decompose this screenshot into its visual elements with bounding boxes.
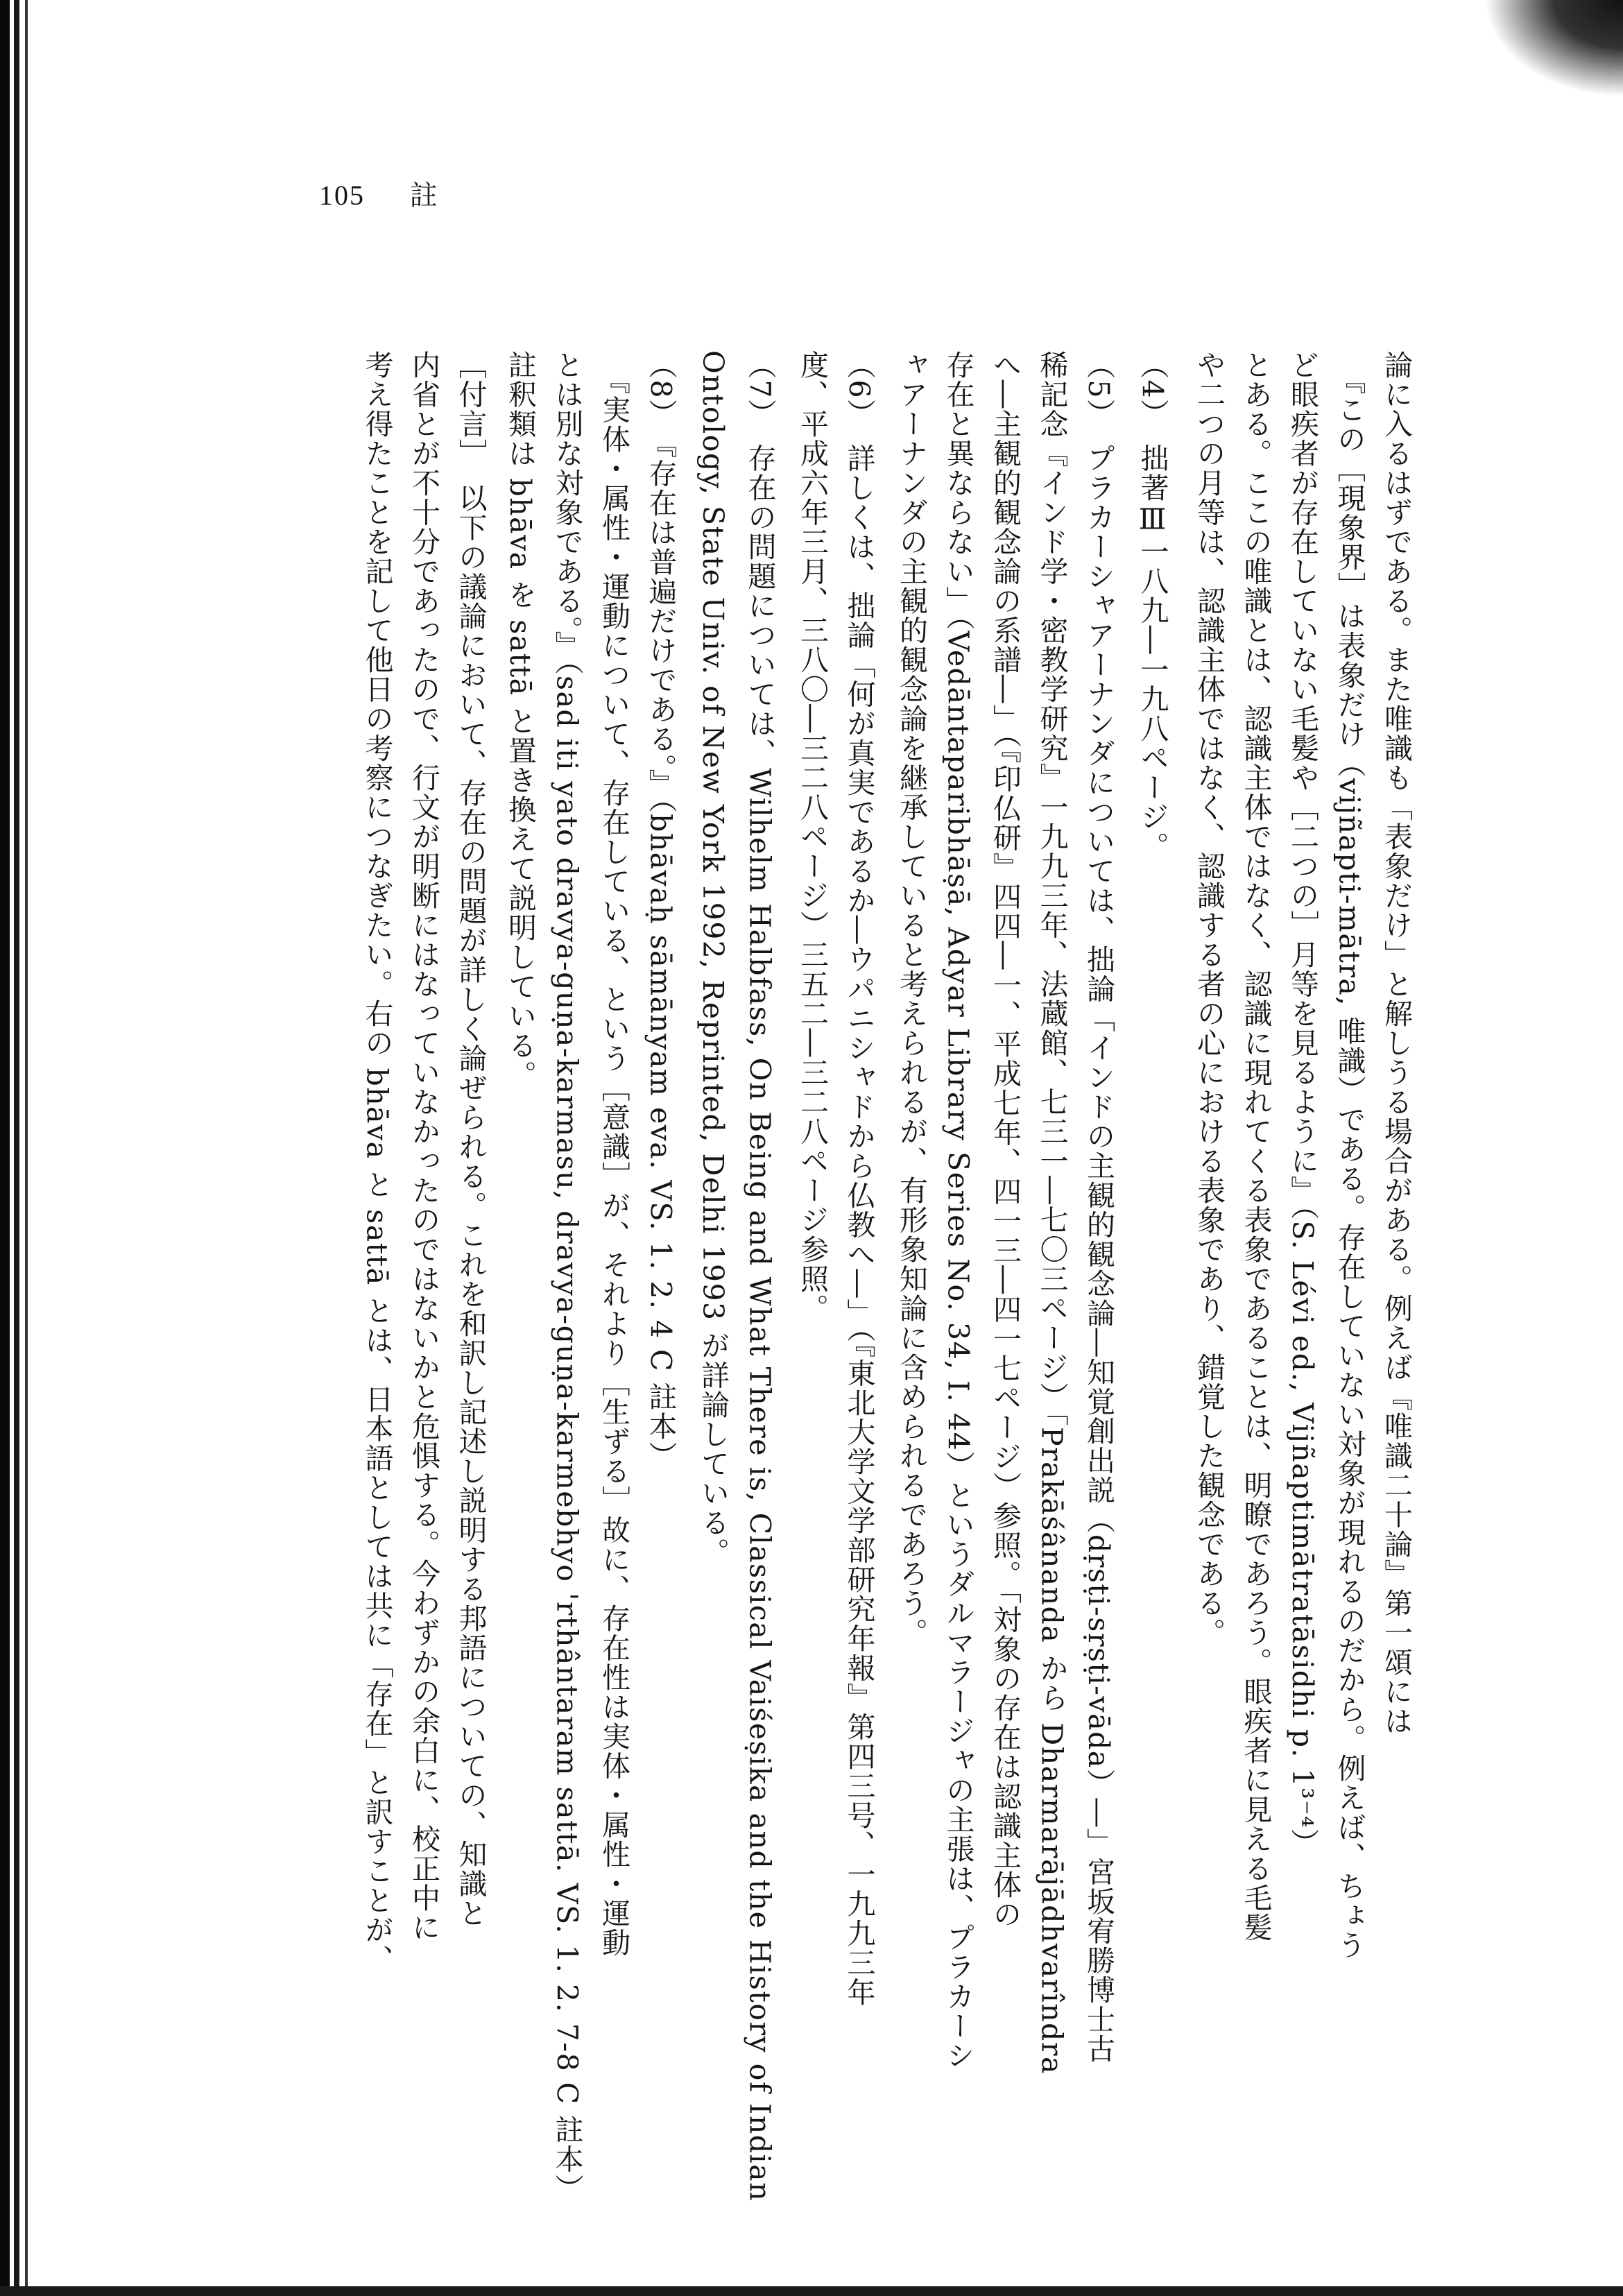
running-head xyxy=(319,173,439,213)
page-number: 105 xyxy=(319,180,365,211)
note-line-l21: 内省とが不十分であったので、行文が明断にはなっていなかったのではないかと危惧する。今わずかの余白に、校正中に xyxy=(407,350,440,1942)
note-line-l19: 註釈類は bhāva を sattā と置き換えて説明している。 xyxy=(504,350,537,1090)
note-line-l3: ど眼疾者が存在していない毛髪や［二つの］月等を見るように』（S. Lévi ed., Vijñaptimātratāsidhi p. 1³⁻⁴） xyxy=(1286,350,1319,1858)
note-line-l13: 度、平成六年三月、三八〇―三二八ページ）三五二―三二八ページ参照。 xyxy=(796,350,829,1323)
note-line-l10: 存在と異ならない」（Vedāntaparibhāṣā, Adyar Library Series No. 34, I. 44）というダルマラージャの主張は、プラカーシ xyxy=(941,350,975,2071)
note-line-l6: （4） 拙著Ⅲ一八九―一九八ページ。 xyxy=(1135,350,1169,862)
note-line-l9: へ―主観的観念論の系譜―」（『印仏研』四四―一、平成七年、四一三―四一七ページ）参照。「対象の存在は認識主体の xyxy=(988,350,1022,1929)
note-line-l12: （6） 詳しくは、拙論「何が真実であるか―ウパニシャドから仏教へ―」（『東北大学文学部研究年報』第四三号、一九九三年 xyxy=(842,350,876,2007)
note-line-l7: （5） プラカーシャアーナンダについては、拙論「インドの主観的観念論―知覚創出説（dṛṣṭi-sṛṣṭi-vāda）―」宮坂宥勝博士古 xyxy=(1082,350,1115,2064)
note-line-l11: ャアーナンダの主観的観念論を継承していると考えられるが、有形象知論に含められるであろう。 xyxy=(895,350,928,1647)
scan-binding-edge xyxy=(0,0,43,2296)
note-line-l2: 『この［現象界］は表象だけ（vijñapti-mātra, 唯識）である。存在していない対象が現れるのだから。例えば、ちょう xyxy=(1332,350,1366,1960)
scan-bottom-edge xyxy=(0,2286,1623,2296)
note-line-l15: Ontology, State Univ. of New York 1992, Reprinted, Delhi 1993 が詳論している。 xyxy=(696,350,730,1568)
note-line-l20: ［付言］ 以下の議論において、存在の問題が詳しく論ぜられる。これを和訳し記述し説明する邦語についての、知識と xyxy=(454,350,488,1928)
note-line-l5: や二つの月等は、認識主体ではなく、認識する者の心における表象であり、錯覚した観念である。 xyxy=(1192,350,1226,1647)
note-line-l14: （7） 存在の問題については、Wilhelm Halbfass, On Being and What There is, Classical Vaiśeṣika and the History of Indian xyxy=(743,350,777,2202)
note-line-l17: 『実体・属性・運動について、存在している、という［意識］が、それより［生ずる］故に、存在性は実体・属性・運動 xyxy=(597,350,630,1957)
note-line-l8: 稀記念『インド学・密教学研究』一九九三年、法蔵館、七三一―七〇三ページ）「Prakāśânanda から Dharmarājādhvarîndra xyxy=(1035,350,1069,2075)
running-title: 註 xyxy=(409,180,439,212)
note-line-l4: とある。ここの唯識とは、認識主体ではなく、認識に現れてくる表象であることは、明瞭であろう。眼疾者に見える毛髪 xyxy=(1239,350,1273,1942)
note-line-l18: とは別な対象である。』（sad iti yato dravya-guṇa-karmasu, dravya-guṇa-karmebhyo 'rthântaram sattā. VS. 1. 2. 7-8 C 註本） xyxy=(550,350,584,2204)
note-line-l22: 考え得たことを記して他日の考察につなぎたい。右の bhāva と sattā とは、日本語としては共に「存在」と訳すことが、 xyxy=(360,350,394,1974)
note-line-l1: 論に入るはずである。また唯識も「表象だけ」と解しうる場合がある。例えば『唯識二十論』第一頌には xyxy=(1380,350,1413,1736)
note-line-l16: （8） 『存在は普遍だけである。』（bhāvaḥ sāmānyam eva. VS. 1. 2. 4 C 註本） xyxy=(644,350,678,1471)
scan-corner-shadow xyxy=(1484,0,1623,97)
